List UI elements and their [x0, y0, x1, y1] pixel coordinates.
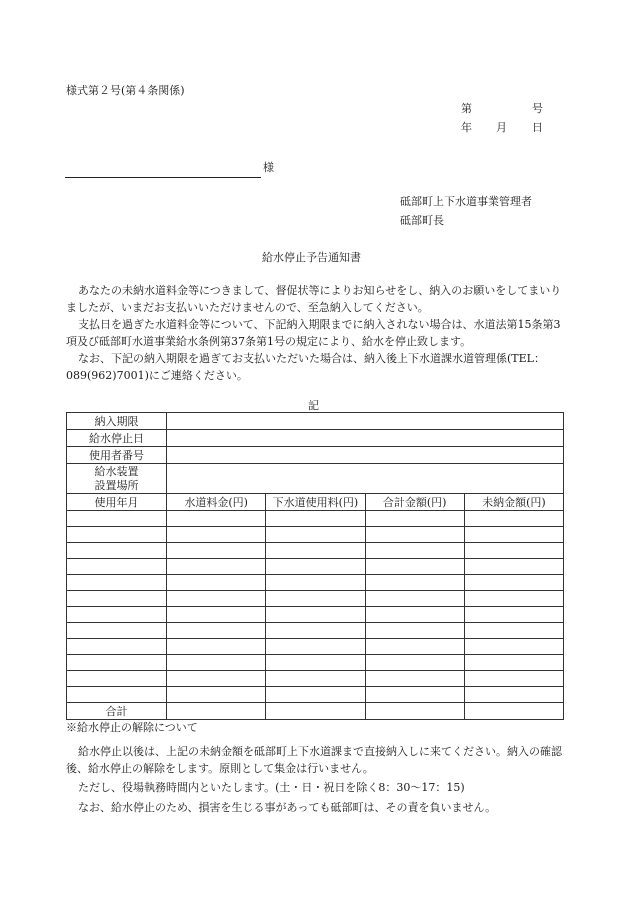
- date-month: 月: [496, 121, 507, 134]
- table-row: [67, 559, 564, 575]
- table-cell: [266, 527, 365, 543]
- table-cell: [464, 687, 563, 703]
- table-cell: [464, 639, 563, 655]
- table-cell: [67, 543, 167, 559]
- location-label: [67, 464, 167, 494]
- table-cell: [365, 511, 464, 527]
- table-cell: [67, 655, 167, 671]
- table-cell: [266, 687, 365, 703]
- table-cell: [67, 575, 167, 591]
- table-cell: [67, 607, 167, 623]
- location-label-line2: 設置場所: [94, 478, 139, 492]
- info-value: [167, 413, 564, 430]
- info-value: [167, 447, 564, 464]
- release-line-3: なお、給水停止のため、損害を生じる事があっても砥部町は、その責を負いません。: [78, 801, 497, 814]
- table-cell: [266, 655, 365, 671]
- column-header: 合計金額(円): [365, 494, 464, 511]
- body-paragraph-1: あなたの未納水道料金等につきまして、督促状等によりお知らせをし、納入のお願いをしてまいりましたが、いまだお支払いいただけませんので、至急納入してください。: [66, 284, 562, 314]
- table-cell: [167, 543, 266, 559]
- table-cell: [167, 703, 266, 720]
- info-row: [67, 447, 564, 464]
- table-cell: [266, 607, 365, 623]
- table-cell: [167, 687, 266, 703]
- info-row: [67, 413, 564, 430]
- table-row: [67, 687, 564, 703]
- form-number: 様式第２号(第４条関係): [66, 84, 185, 97]
- table-cell: [365, 655, 464, 671]
- sender-title: 砥部町上下水道事業管理者: [400, 195, 532, 208]
- table-cell: [365, 703, 464, 720]
- table-cell: [266, 639, 365, 655]
- table-row: [67, 575, 564, 591]
- table-cell: [464, 559, 563, 575]
- table-cell: [67, 623, 167, 639]
- table-cell: [365, 591, 464, 607]
- table-row: [67, 607, 564, 623]
- table-cell: [464, 591, 563, 607]
- table-cell: [266, 703, 365, 720]
- table-cell: [464, 575, 563, 591]
- table-cell: [167, 623, 266, 639]
- table-cell: [464, 703, 563, 720]
- location-label-line1: 給水装置: [94, 464, 139, 478]
- addressee-suffix: 様: [263, 161, 274, 174]
- release-line-1: 給水停止以後は、上記の未納金額を砥部町上下水道課まで直接納入しに来てください。納入の確認後、給水停止の解除をします。原則として集金は行いません。: [66, 745, 562, 775]
- location-row: [67, 464, 564, 494]
- info-value: [167, 430, 564, 447]
- table-row: [67, 543, 564, 559]
- table-cell: [167, 639, 266, 655]
- table-cell: [464, 607, 563, 623]
- table-cell: [464, 543, 563, 559]
- table-cell: [464, 655, 563, 671]
- header-row: [67, 494, 564, 511]
- table-cell: [167, 591, 266, 607]
- body-paragraph-2: 支払日を過ぎた水道料金等について、下記納入期限までに納入されない場合は、水道法第15条第3項及び砥部町水道事業給水条例第37条第1号の規定により、給水を停止致します。: [66, 318, 561, 348]
- table-cell: [67, 591, 167, 607]
- page-title: 給水停止予告通知書: [262, 251, 361, 264]
- table-cell: [167, 511, 266, 527]
- table-row: [67, 671, 564, 687]
- info-row: [67, 430, 564, 447]
- table-cell: [167, 671, 266, 687]
- table-cell: [266, 591, 365, 607]
- location-value: [167, 464, 564, 494]
- column-header: 下水道使用料(円): [266, 494, 365, 511]
- table-cell: [266, 575, 365, 591]
- table-cell: [464, 511, 563, 527]
- date-year: 年: [461, 121, 472, 134]
- table-row: [67, 623, 564, 639]
- table-cell: [266, 623, 365, 639]
- table-cell: [365, 559, 464, 575]
- column-header: 使用年月: [67, 494, 167, 511]
- table-cell: [365, 671, 464, 687]
- table-cell: [365, 607, 464, 623]
- table-row: [67, 527, 564, 543]
- ki-label: 記: [308, 399, 319, 412]
- payment-table: [66, 412, 564, 720]
- table-cell: [266, 543, 365, 559]
- table-cell: [266, 511, 365, 527]
- table-cell: [365, 543, 464, 559]
- info-label: 給水停止日: [67, 430, 167, 447]
- table-cell: [266, 671, 365, 687]
- table-cell: [67, 559, 167, 575]
- table-cell: [365, 527, 464, 543]
- table-cell: [167, 655, 266, 671]
- doc-number-go: 号: [532, 102, 543, 115]
- doc-number-dai: 第: [461, 102, 472, 115]
- table-cell: [167, 527, 266, 543]
- table-row: [67, 591, 564, 607]
- table-cell: [365, 639, 464, 655]
- table-cell: [167, 607, 266, 623]
- date-day: 日: [532, 121, 543, 134]
- table-cell: [67, 527, 167, 543]
- addressee-line: [65, 177, 261, 178]
- table-cell: [67, 511, 167, 527]
- table-cell: [67, 671, 167, 687]
- total-row: [67, 703, 564, 720]
- table-cell: [167, 575, 266, 591]
- table-cell: [167, 559, 266, 575]
- table-cell: [464, 671, 563, 687]
- table-cell: [464, 527, 563, 543]
- column-header: 未納金額(円): [464, 494, 563, 511]
- table-row: [67, 511, 564, 527]
- table-row: [67, 655, 564, 671]
- release-line-2: ただし、役場執務時間内といたします。(土・日・祝日を除く8：30〜17：15): [78, 781, 465, 794]
- table-cell: [67, 639, 167, 655]
- release-heading: ※給水停止の解除について: [66, 721, 198, 734]
- sender-mayor: 砥部町長: [400, 214, 444, 227]
- table-cell: [365, 687, 464, 703]
- table-row: [67, 639, 564, 655]
- table-cell: [464, 623, 563, 639]
- body-paragraph-3: なお、下記の納入期限を過ぎてお支払いただいた場合は、納入後上下水道課水道管理係(TEL：089(962)7001)にご連絡ください。: [66, 352, 545, 382]
- info-label: 使用者番号: [67, 447, 167, 464]
- table-cell: [365, 623, 464, 639]
- column-header: 水道料金(円): [167, 494, 266, 511]
- table-cell: [365, 575, 464, 591]
- info-label: 納入期限: [67, 413, 167, 430]
- total-label: 合計: [67, 703, 167, 720]
- table-cell: [266, 559, 365, 575]
- table-cell: [67, 687, 167, 703]
